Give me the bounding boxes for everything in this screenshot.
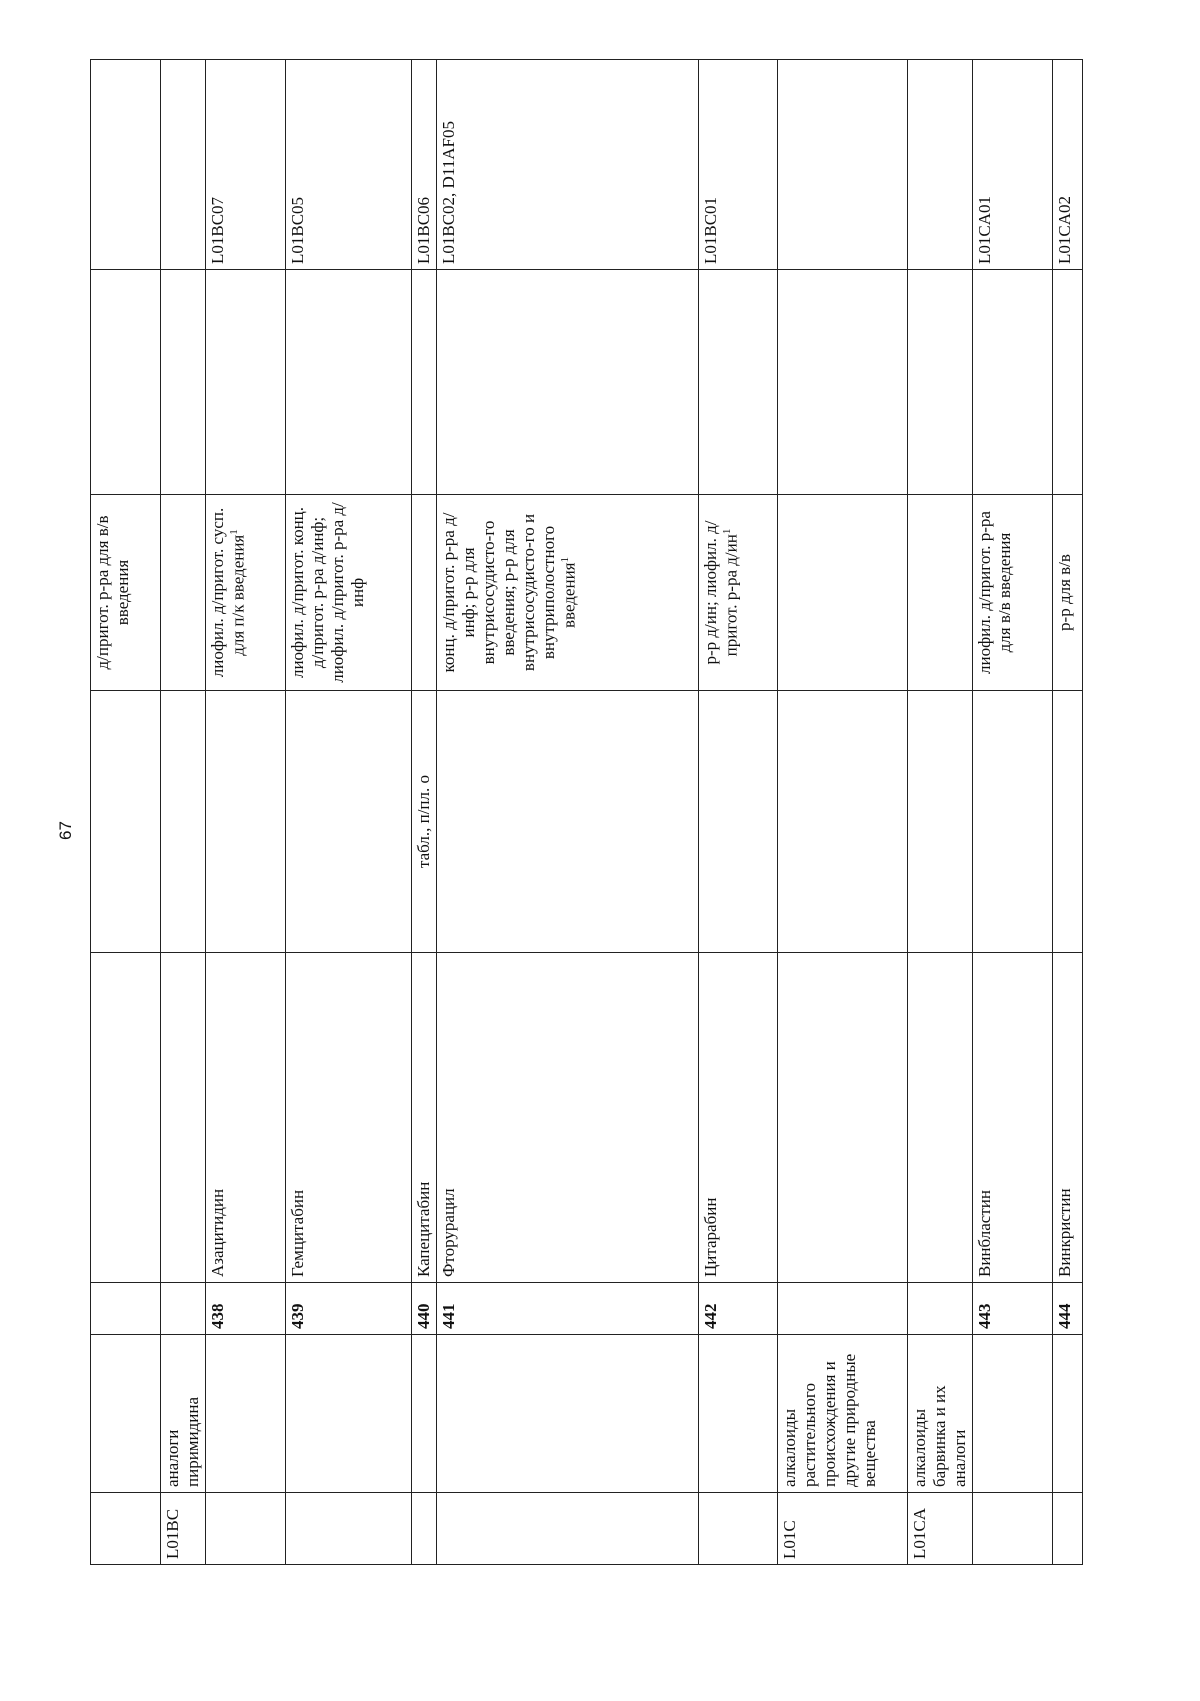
atc-cell — [437, 1493, 699, 1565]
number-cell: 442 — [699, 1283, 778, 1335]
form-cell — [1053, 270, 1083, 495]
atc-cell — [206, 1493, 286, 1565]
form-cell — [908, 495, 973, 691]
drug-cell — [91, 953, 161, 1283]
form-text: р-р д/ин; лиофил. д/пригот. р-ра д/ин — [701, 520, 741, 665]
form-cell — [286, 270, 412, 495]
form-text: конц. д/пригот. р-ра д/инф; р-р для внутрисосудисто-го введения; р-р для внутрисосудисто-го и внутриполостного введения — [439, 512, 580, 673]
drug-cell — [161, 953, 206, 1283]
number-cell: 440 — [412, 1283, 437, 1335]
number-cell — [91, 1283, 161, 1335]
form-cell — [91, 691, 161, 953]
number-cell: 439 — [286, 1283, 412, 1335]
form-cell — [699, 495, 778, 691]
form-text: лиофил. д/пригот. сусп. для п/к введения — [208, 507, 248, 678]
table-row — [412, 60, 437, 1565]
form-cell — [778, 691, 908, 953]
form-cell: лиофил. д/пригот. конц. д/пригот. р-ра д/инф; лиофил. д/пригот. р-ра д/инф — [286, 495, 412, 691]
form-cell — [973, 691, 1053, 953]
group-cell — [1053, 1335, 1083, 1493]
code-cell — [91, 60, 161, 270]
form-cell — [699, 691, 778, 953]
number-cell: 438 — [206, 1283, 286, 1335]
form-cell — [412, 495, 437, 691]
form-cell — [161, 270, 206, 495]
atc-cell — [973, 1493, 1053, 1565]
code-cell: L01BC05 — [286, 60, 412, 270]
form-cell — [908, 270, 973, 495]
code-cell: L01BC02, D11AF05 — [437, 60, 699, 270]
group-cell — [699, 1335, 778, 1493]
form-cell: д/пригот. р-ра для в/в введения — [91, 495, 161, 691]
drug-cell — [778, 953, 908, 1283]
code-cell — [161, 60, 206, 270]
code-cell: L01CA02 — [1053, 60, 1083, 270]
form-cell — [778, 495, 908, 691]
footnote-marker: 1 — [228, 529, 241, 535]
code-cell — [778, 60, 908, 270]
code-cell — [908, 60, 973, 270]
drug-cell: Винкристин — [1053, 953, 1083, 1283]
drug-list-table — [90, 59, 1083, 1565]
table-row — [973, 60, 1053, 1565]
form-cell — [206, 495, 286, 691]
drug-cell: Капецитабин — [412, 953, 437, 1283]
form-cell — [437, 495, 699, 691]
code-cell: L01BC07 — [206, 60, 286, 270]
drug-cell: Цитарабин — [699, 953, 778, 1283]
form-cell — [286, 691, 412, 953]
atc-cell — [91, 1493, 161, 1565]
footnote-marker: 1 — [721, 528, 734, 535]
table-row — [286, 60, 412, 1565]
form-cell — [161, 495, 206, 691]
code-cell: L01CA01 — [973, 60, 1053, 270]
atc-cell — [1053, 1493, 1083, 1565]
form-cell — [206, 270, 286, 495]
atc-cell — [412, 1493, 437, 1565]
drug-cell: Фторурацил — [437, 953, 699, 1283]
number-cell: 441 — [437, 1283, 699, 1335]
form-cell — [91, 270, 161, 495]
group-cell — [286, 1335, 412, 1493]
atc-cell: L01C — [778, 1493, 908, 1565]
group-cell — [437, 1335, 699, 1493]
form-cell — [437, 270, 699, 495]
table-row — [1053, 60, 1083, 1565]
atc-cell — [286, 1493, 412, 1565]
group-cell — [412, 1335, 437, 1493]
footnote-marker: 1 — [559, 557, 572, 563]
table-row — [437, 60, 699, 1565]
form-cell: табл., п/пл. о — [412, 691, 437, 953]
form-cell — [437, 691, 699, 953]
drug-cell — [908, 953, 973, 1283]
form-cell — [1053, 691, 1083, 953]
atc-cell — [699, 1493, 778, 1565]
group-cell: алкалоиды растительного происхождения и другие природные вещества — [778, 1335, 908, 1493]
rotated-table-container — [90, 60, 1075, 1565]
table-row — [908, 60, 973, 1565]
form-cell — [412, 270, 437, 495]
form-cell — [973, 270, 1053, 495]
atc-cell: L01BC — [161, 1493, 206, 1565]
number-cell — [778, 1283, 908, 1335]
table-row — [91, 60, 161, 1565]
number-cell: 443 — [973, 1283, 1053, 1335]
group-cell — [206, 1335, 286, 1493]
group-cell — [973, 1335, 1053, 1493]
form-cell: р-р для в/в — [1053, 495, 1083, 691]
number-cell — [908, 1283, 973, 1335]
form-cell — [699, 270, 778, 495]
page-number: 67 — [56, 821, 75, 840]
code-cell: L01BC01 — [699, 60, 778, 270]
group-cell — [91, 1335, 161, 1493]
drug-cell: Гемцитабин — [286, 953, 412, 1283]
table-row — [778, 60, 908, 1565]
form-cell: лиофил. д/пригот. р-ра для в/в введения — [973, 495, 1053, 691]
group-cell: алкалоиды барвинка и их аналоги — [908, 1335, 973, 1493]
table-row — [206, 60, 286, 1565]
code-cell: L01BC06 — [412, 60, 437, 270]
form-cell — [778, 270, 908, 495]
form-cell — [161, 691, 206, 953]
drug-cell: Азацитидин — [206, 953, 286, 1283]
atc-cell: L01CA — [908, 1493, 973, 1565]
table-row — [161, 60, 206, 1565]
number-cell: 444 — [1053, 1283, 1083, 1335]
group-cell: аналоги пиримидина — [161, 1335, 206, 1493]
form-cell — [206, 691, 286, 953]
drug-cell: Винбластин — [973, 953, 1053, 1283]
number-cell — [161, 1283, 206, 1335]
table-row — [699, 60, 778, 1565]
form-cell — [908, 691, 973, 953]
